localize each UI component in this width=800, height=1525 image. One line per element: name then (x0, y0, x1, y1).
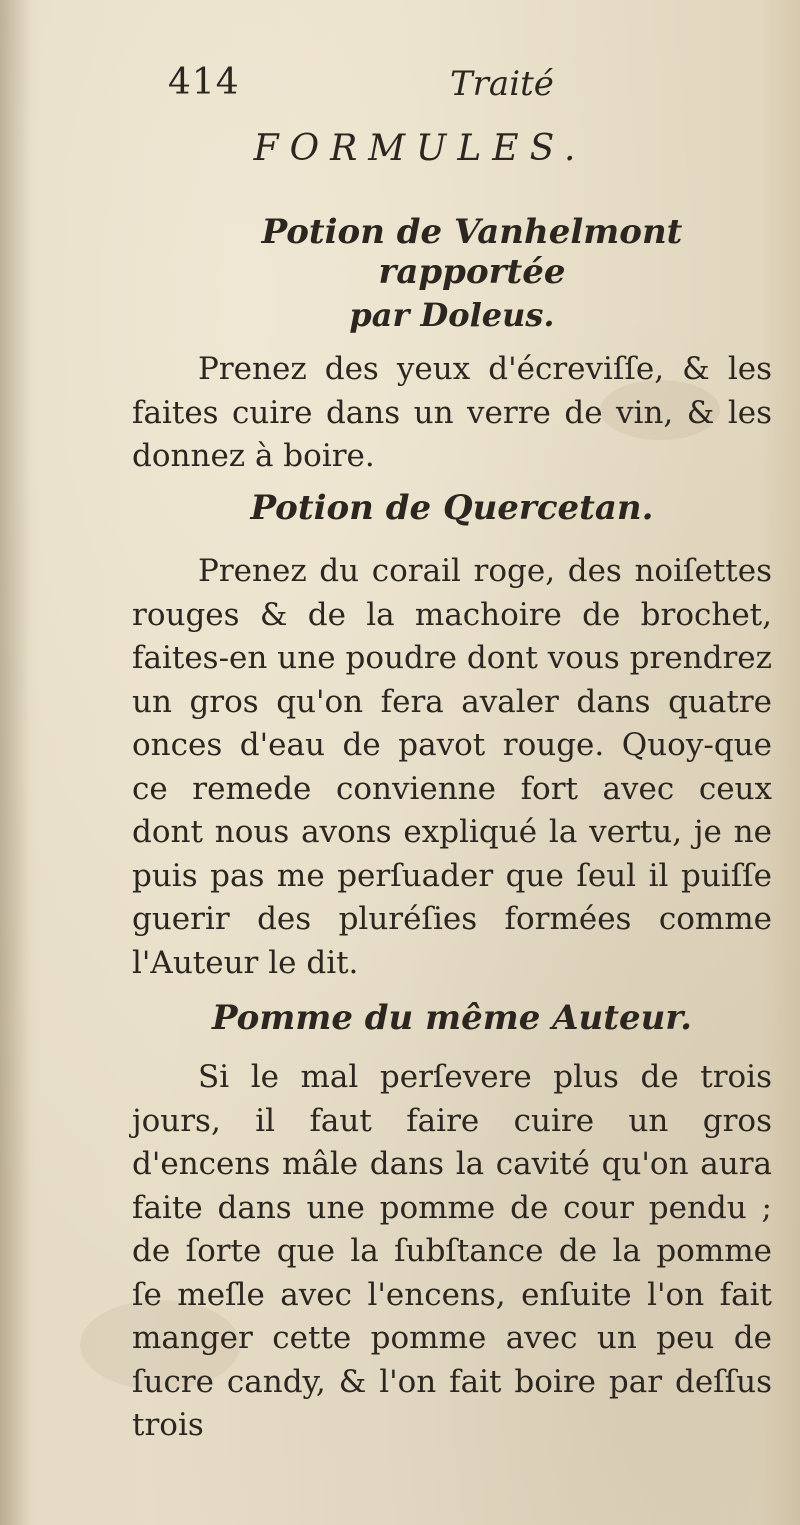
recipe-heading-continued: par Doleus. (349, 296, 555, 334)
section-title: FORMULES. (253, 128, 587, 169)
recipe-section-vanhelmont (132, 212, 772, 479)
recipe-heading: Potion de Vanhelmont rapportée (261, 212, 683, 292)
recipe-heading: Potion de Quercetan. (250, 488, 654, 528)
recipe-section-quercetan (132, 488, 772, 985)
page-number: 414 (168, 62, 240, 103)
recipe-paragraph: Prenez des yeux d'écreviſſe, & les faites cuire dans un verre de vin, & les donnez à boire. (132, 351, 772, 474)
page-gutter-shadow (0, 0, 30, 1525)
recipe-paragraph: Prenez du corail roge, des noiſettes rouges & de la machoire de brochet, faites-en une poudre dont vous prendrez un gros qu'on fera avaler dans quatre onces d'eau de pavot rouge. Quoy-que ce remede convienne fort avec ceux dont nous avons expliqué la vertu, je ne puis pas me perſuader que ſeul il puiſſe guerir des pluréſies formées comme l'Auteur le dit. (132, 553, 772, 981)
recipe-paragraph: Si le mal perſevere plus de trois jours, il faut faire cuire un gros d'encens mâle dans la cavité qu'on aura faite dans une pomme de cour pendu ; de ſorte que la ſubſtance de la pomme ſe meſle avec l'encens, enſuite l'on fait manger cette pomme avec un peu de ſucre candy, & l'on fait boire par deſſus trois (132, 1059, 772, 1443)
running-title: Traité (450, 64, 554, 104)
recipe-section-pomme (132, 998, 772, 1448)
page-header (0, 62, 800, 112)
recipe-heading: Pomme du même Auteur. (212, 998, 692, 1038)
